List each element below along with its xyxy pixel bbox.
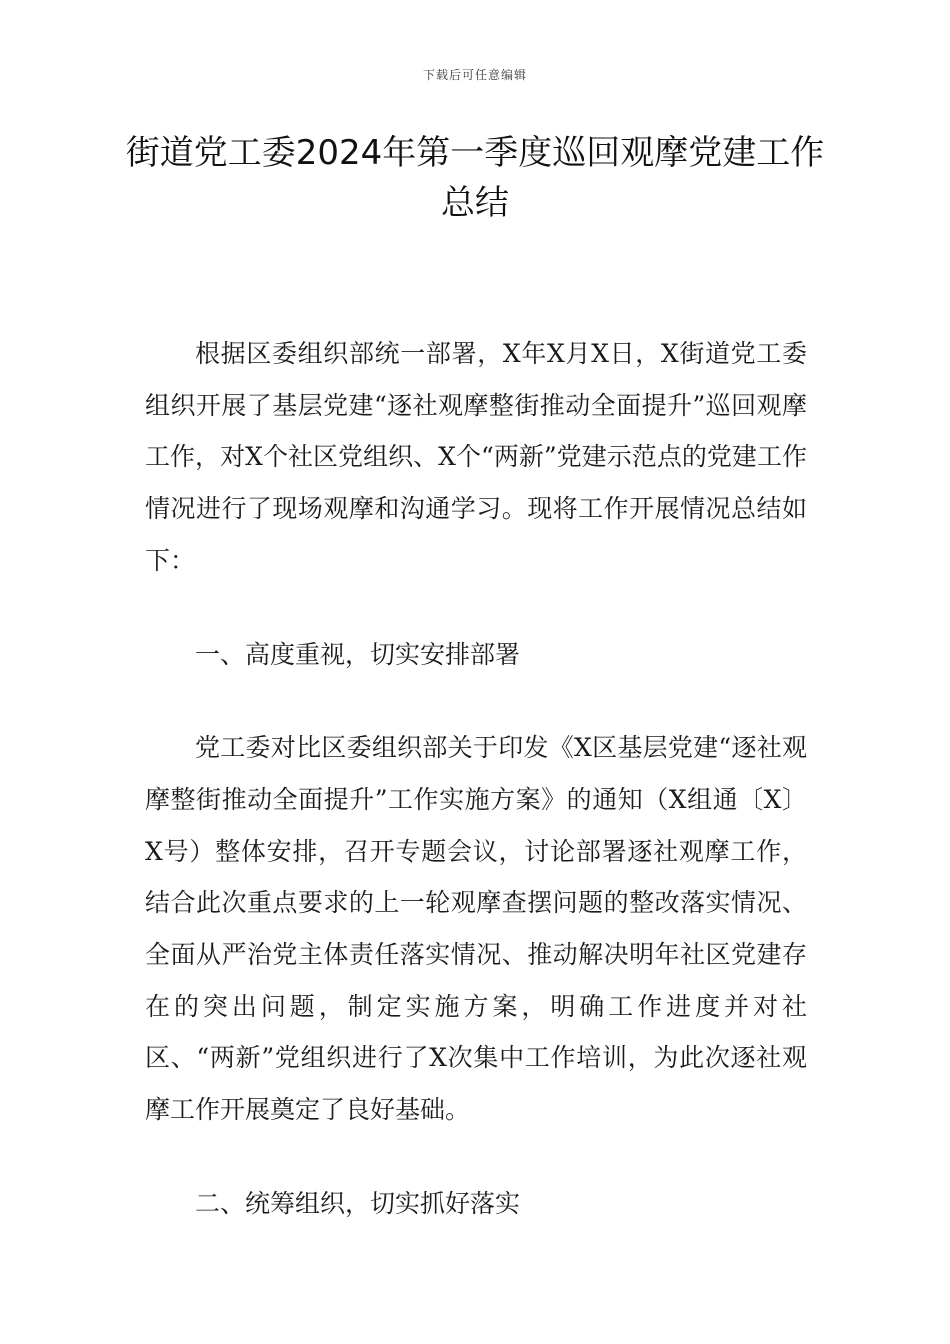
intro-paragraph: 根据区委组织部统一部署，X年X月X日，X街道党工委组织开展了基层党建“逐社观摩整街推动全面提升”巡回观摩工作，对X个社区党组织、X个“两新”党建示范点的党建工作情况进行了现场观摩和沟通学习。现将工作开展情况总结如下： (145, 339, 807, 575)
header-note: 下载后可任意编辑 (422, 68, 527, 82)
section-body-1: 党工委对比区委组织部关于印发《X区基层党建“逐社观摩整街推动全面提升”工作实施方案》的通知（X组通〔X〕X号）整体安排，召开专题会议，讨论部署逐社观摩工作，结合此次重点要求的上一轮观摩查摆问题的整改落实情况、全面从严治党主体责任落实情况、推动解决明年社区党建存在的突出问题，制定实施方案，明确工作进度并对社区、“两新”党组织进行了X次集中工作培训，为此次逐社观摩工作开展奠定了良好基础。 (145, 733, 807, 1125)
document-title: 街道党工委2024年第一季度巡回观摩党建工作总结 (125, 133, 825, 223)
section-heading-2: 二、统筹组织，切实抓好落实 (195, 1188, 521, 1218)
section-heading-1: 一、高度重视，切实安排部署 (195, 639, 521, 669)
document-body (145, 328, 807, 1230)
